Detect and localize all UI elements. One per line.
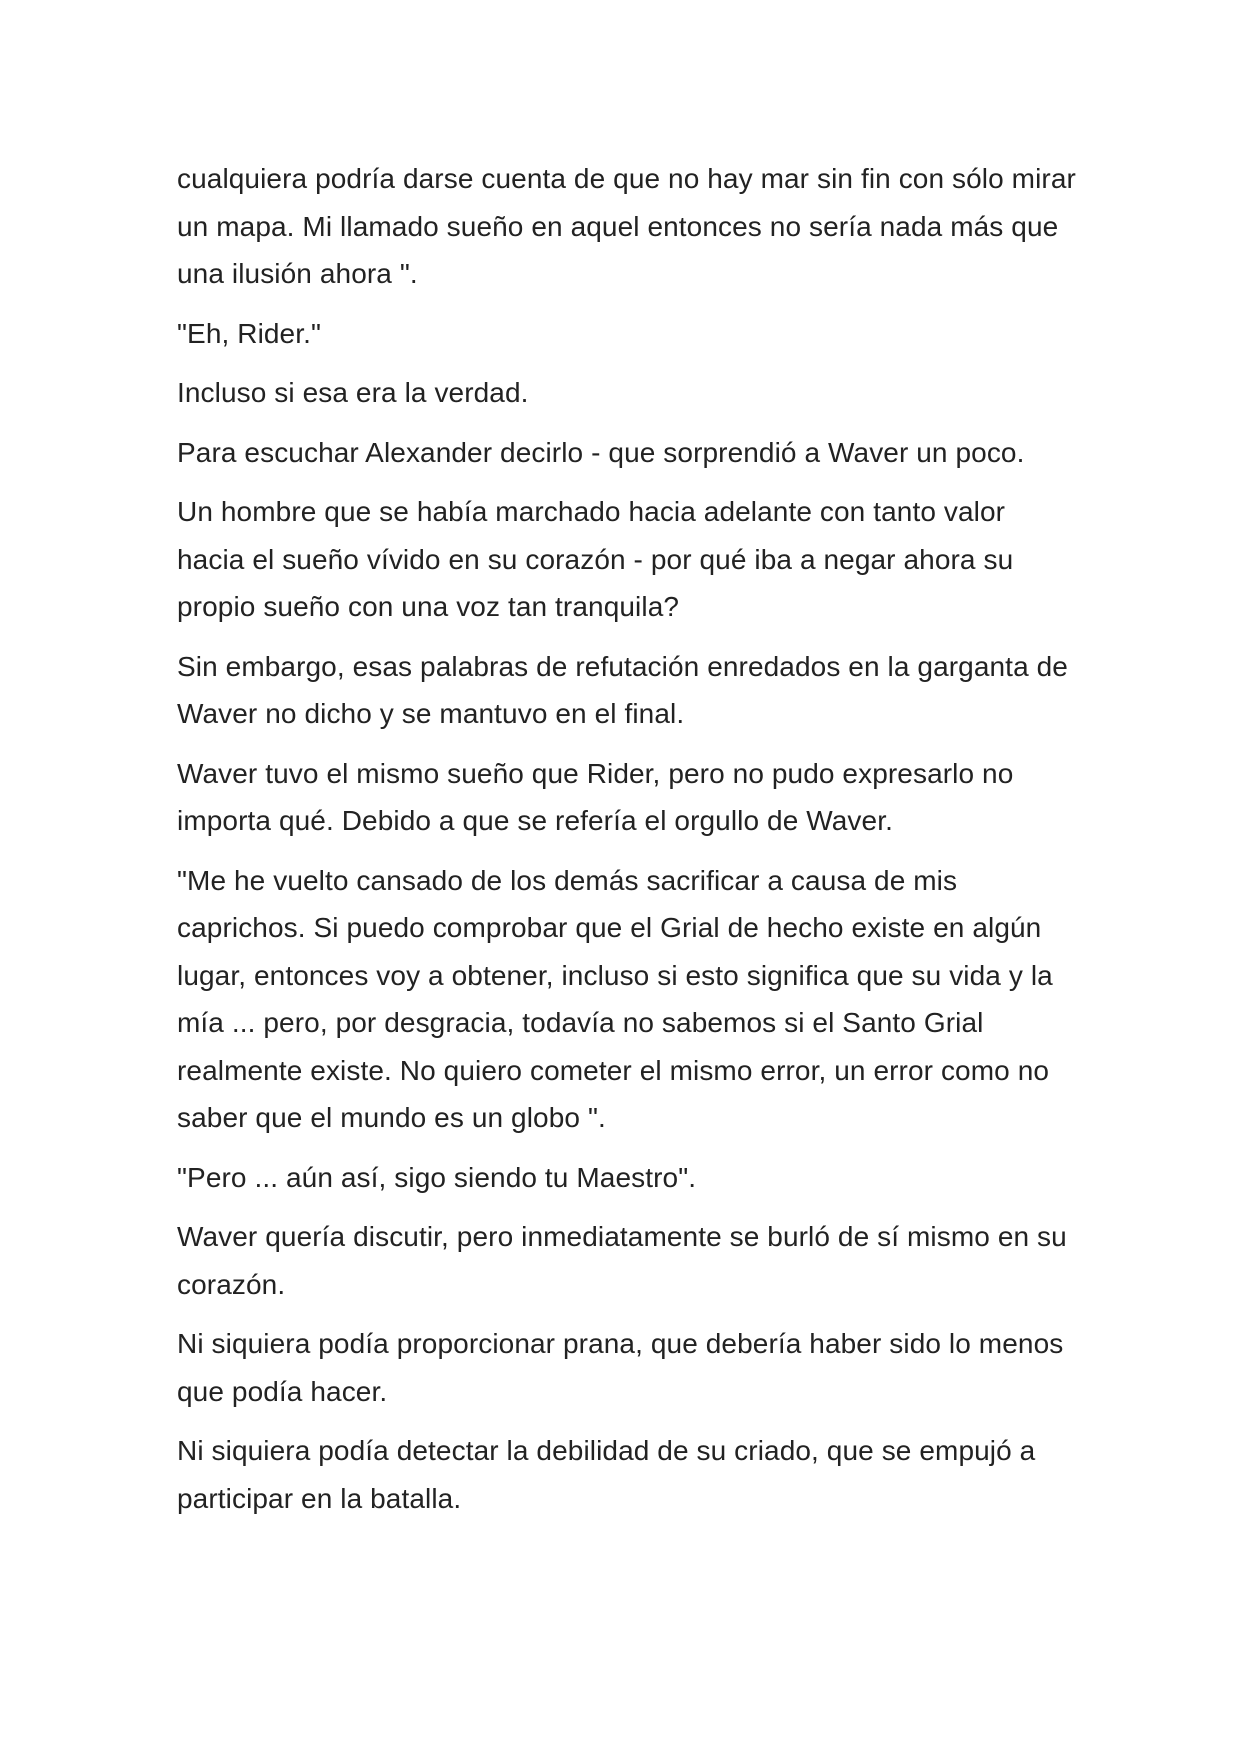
paragraph: cualquiera podría darse cuenta de que no hay mar sin fin con sólo mirar un mapa. Mi llamado sueño en aquel entonces no sería nada más que una ilusión ahora ". [177, 163, 1076, 289]
paragraph: Un hombre que se había marchado hacia adelante con tanto valor hacia el sueño vívido en su corazón - por qué iba a negar ahora su propio sueño con una voz tan tranquila? [177, 496, 1014, 622]
paragraph: Incluso si esa era la verdad. [177, 377, 529, 408]
paragraph: Ni siquiera podía proporcionar prana, que debería haber sido lo menos que podía hacer. [177, 1328, 1064, 1407]
paragraph: Waver quería discutir, pero inmediatamente se burló de sí mismo en su corazón. [177, 1221, 1067, 1300]
paragraph: Waver tuvo el mismo sueño que Rider, pero no pudo expresarlo no importa qué. Debido a que se refería el orgullo de Waver. [177, 757, 1014, 836]
paragraph: "Eh, Rider." [177, 317, 322, 349]
paragraph: Para escuchar Alexander decirlo - que sorprendió a Waver un poco. [177, 436, 1025, 468]
paragraph: Ni siquiera podía detectar la debilidad de su criado, que se empujó a participar en la batalla. [177, 1435, 1036, 1514]
body-text [177, 155, 1077, 1534]
paragraph: Sin embargo, esas palabras de refutación enredados en la garganta de Waver no dicho y se mantuvo en el final. [177, 650, 1068, 729]
paragraph: "Me he vuelto cansado de los demás sacrificar a causa de mis caprichos. Si puedo comprobar que el Grial de hecho existe en algún lugar, entonces voy a obtener, incluso si esto significa que su vida y la mía ... pero, por desgracia, todavía no sabemos si el Santo Grial realmente existe. No quiero cometer el mismo error, un error como no saber que el mundo es un globo ". [177, 864, 1053, 1133]
paragraph: "Pero ... aún así, sigo siendo tu Maestro". [177, 1161, 697, 1193]
